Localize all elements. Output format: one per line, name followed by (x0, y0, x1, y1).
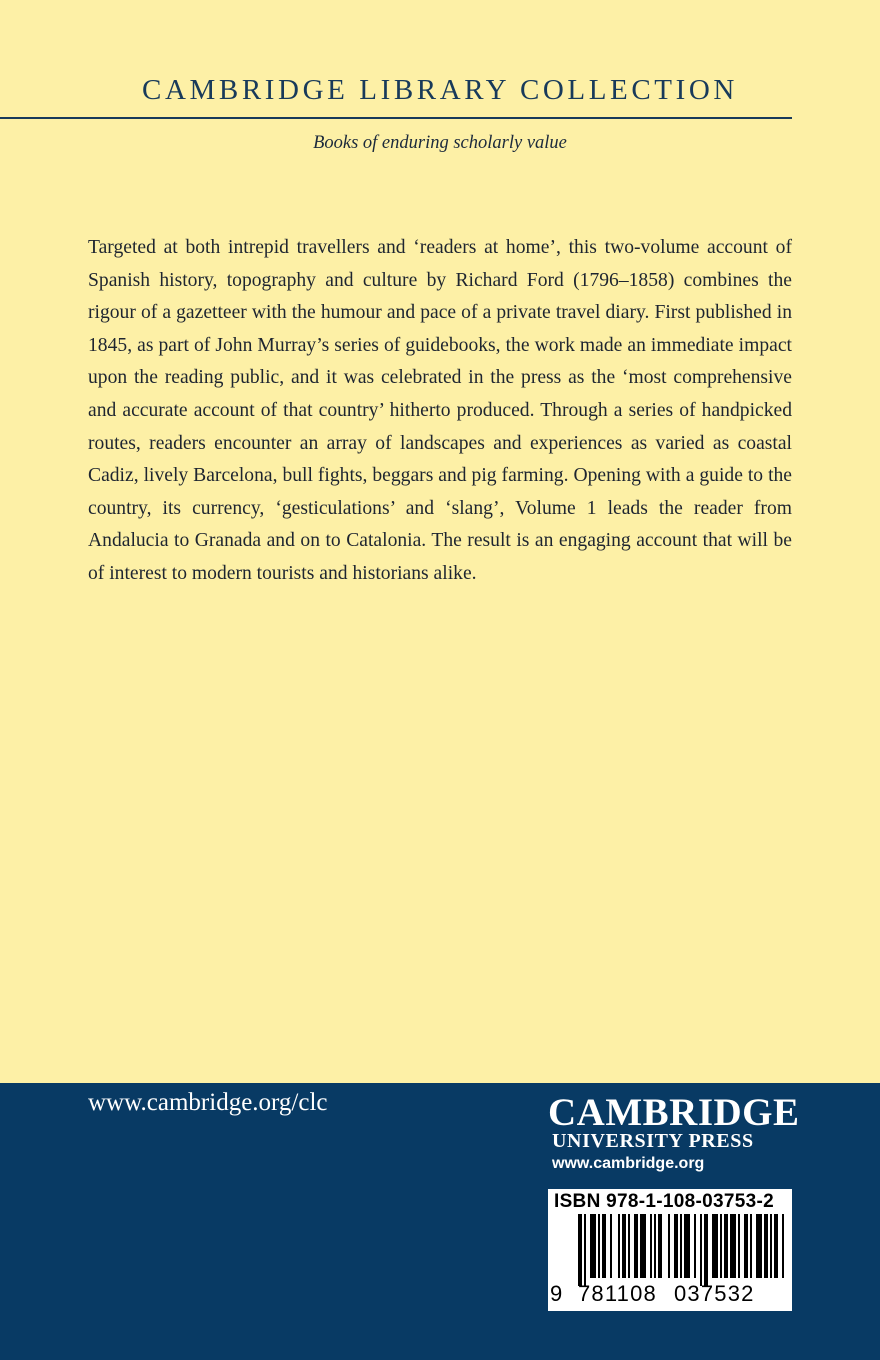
barcode-bar (584, 1214, 586, 1286)
barcode-box (548, 1189, 792, 1311)
barcode-bar (578, 1214, 582, 1286)
barcode-bar (738, 1214, 740, 1278)
barcode-bar (704, 1214, 708, 1286)
barcode-digits-left: 781108 (578, 1281, 657, 1306)
barcode-bar (684, 1214, 690, 1278)
publisher-logo-subtitle: UNIVERSITY PRESS (552, 1130, 754, 1152)
barcode-bar (774, 1214, 778, 1278)
barcode-bar (650, 1214, 652, 1278)
barcode-bar (770, 1214, 772, 1278)
header-rule (0, 117, 792, 119)
isbn-label: ISBN 978-1-108-03753-2 (554, 1191, 774, 1212)
barcode-bar (744, 1214, 748, 1278)
barcode-bar (610, 1214, 612, 1278)
barcode-bar (730, 1214, 736, 1278)
barcode-bar (590, 1214, 596, 1278)
book-description: Targeted at both intrepid travellers and ‘readers at home’, this two-volume account of Spanish history, topography and culture by Richard Ford (1796–1858) combines the rigour of a gazetteer with the humour and pace of a private travel diary. First published in 1845, as part of John Murray’s series of guidebooks, the work made an immediate impact upon the reading public, and it was celebrated in the press as the ‘most comprehensive and accurate account of that country’ hitherto produced. Through a series of handpicked routes, readers encounter an array of landscapes and experiences as varied as coastal Cadiz, lively Barcelona, bull fights, beggars and pig farming. Opening with a guide to the country, its currency, ‘gesticulations’ and ‘slang’, Volume 1 leads the reader from Andalucia to Granada and on to Catalonia. The result is an engaging account that will be of interest to modern tourists and historians alike. (88, 237, 792, 584)
tagline: Books of enduring scholarly value (313, 133, 567, 153)
barcode-bar (700, 1214, 702, 1286)
barcode-bar (658, 1214, 662, 1278)
barcode-bar (764, 1214, 768, 1278)
barcode-bar (668, 1214, 670, 1278)
barcode-bar (712, 1214, 718, 1278)
barcode-bar (782, 1214, 784, 1278)
barcode-bar (756, 1214, 762, 1278)
barcode-bar (750, 1214, 752, 1278)
barcode-bar (720, 1214, 722, 1278)
barcode-bar (634, 1214, 638, 1278)
barcode-bar (618, 1214, 620, 1278)
publisher-logo-name: CAMBRIDGE (548, 1091, 800, 1134)
barcode-bar (602, 1214, 606, 1278)
barcode-bar (654, 1214, 656, 1278)
barcode-bar (622, 1214, 626, 1278)
barcode-bar (628, 1214, 630, 1278)
barcode-bar (598, 1214, 600, 1278)
barcode-bar (724, 1214, 728, 1278)
barcode-graphic (548, 1214, 792, 1286)
series-title: CAMBRIDGE LIBRARY COLLECTION (142, 74, 738, 106)
barcode-bar (674, 1214, 678, 1278)
barcode-bar (640, 1214, 646, 1278)
barcode-bar (694, 1214, 696, 1278)
barcode-digits-right: 037532 (674, 1281, 755, 1306)
barcode-lead-digit: 9 (550, 1281, 563, 1306)
barcode-bar (680, 1214, 682, 1278)
series-url: www.cambridge.org/clc (88, 1089, 328, 1116)
publisher-url: www.cambridge.org (552, 1155, 705, 1172)
